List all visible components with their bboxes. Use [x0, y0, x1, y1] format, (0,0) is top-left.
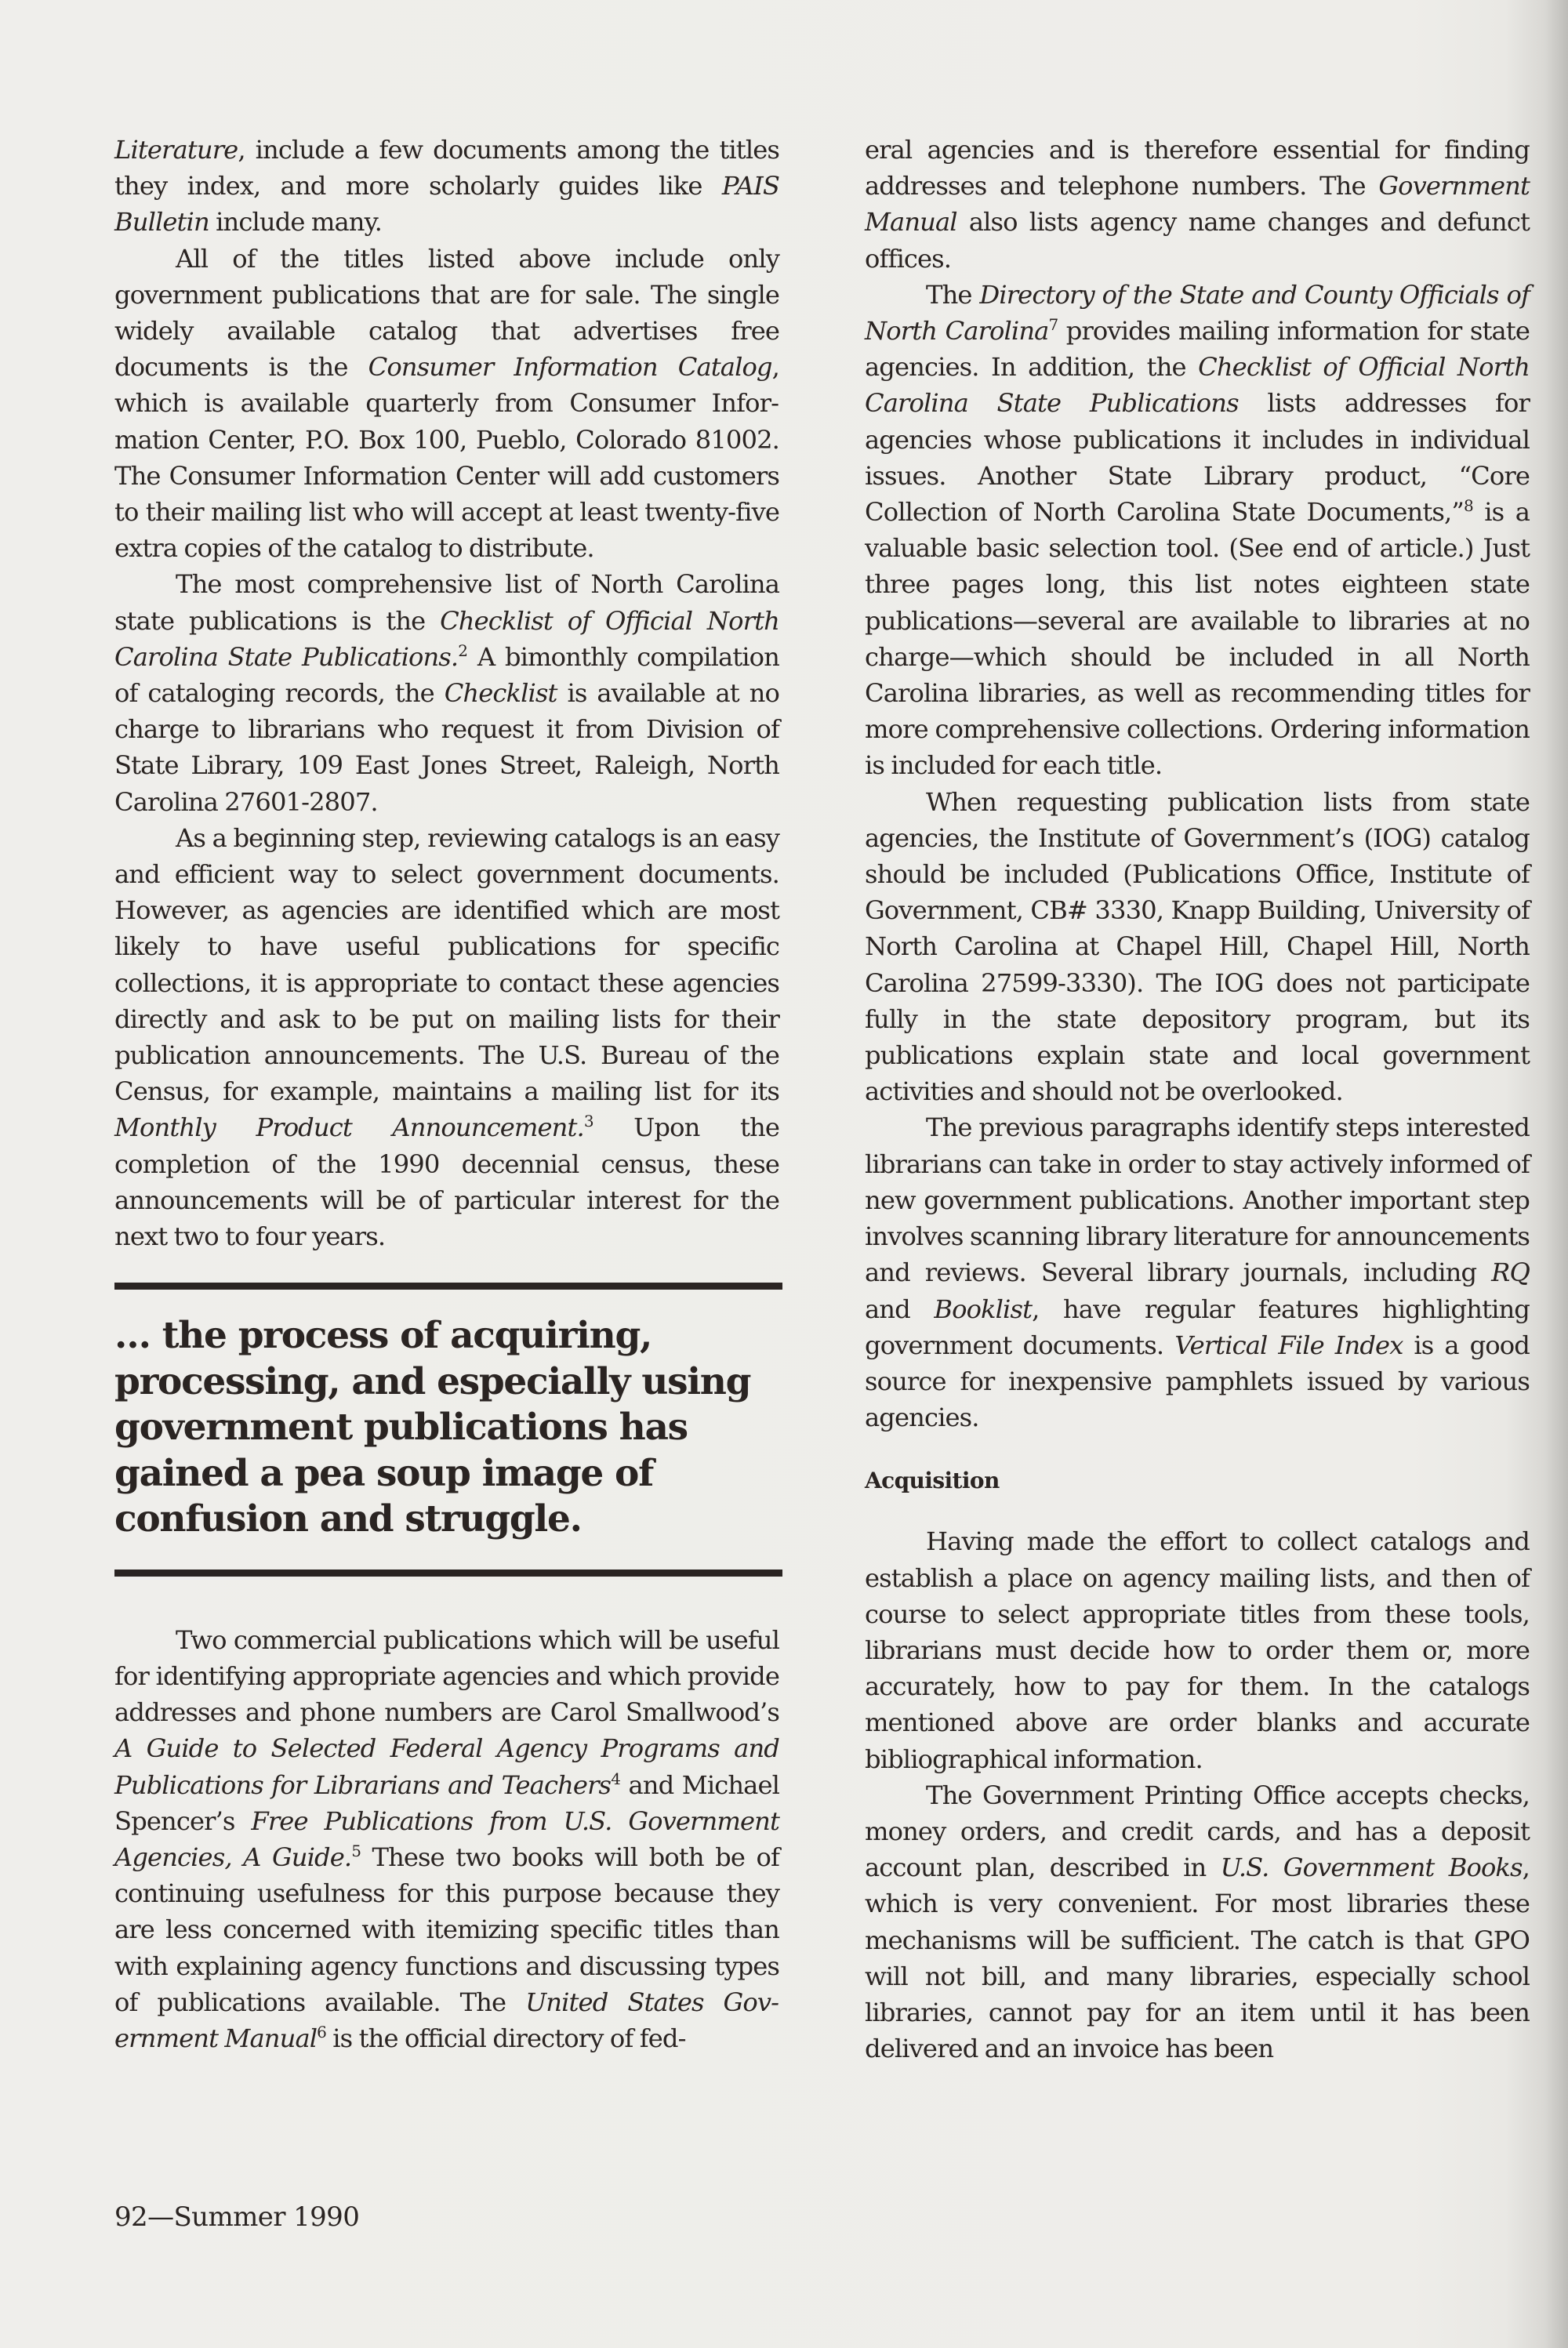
right-paragraphs-before-heading — [865, 132, 1530, 1435]
body-paragraph — [114, 820, 779, 1254]
text-run: The most comprehensive list of North Carolina state publications is the — [114, 569, 779, 636]
italic-title: Vertical File Index — [1174, 1330, 1403, 1360]
footnote-reference: 5 — [351, 1842, 361, 1861]
text-run: lists addresses for agencies whose publications it includes in individual issues. Another State Library product, “Core Collection of North Carolina State Documents,” — [865, 388, 1530, 528]
left-paragraphs-after-quote — [114, 1622, 779, 2056]
text-run: is available at no charge to librarians who request it from Division of State Library, 109 East Jones Street, Raleigh, North Carolina 27601-2807. — [114, 678, 779, 817]
text-run: , include a few documents among the titles they index, and more scholarly guides like — [114, 135, 779, 201]
italic-title: Literature — [114, 135, 238, 165]
italic-title: Checklist of Official North Carolina State Publications. — [114, 605, 779, 672]
body-paragraph — [114, 132, 779, 241]
section-heading-acquisition: Acquisition — [865, 1468, 1000, 1494]
text-run: , have regular features highlighting government documents. — [865, 1294, 1530, 1360]
italic-title: RQ — [1491, 1257, 1530, 1288]
footnote-reference: 3 — [583, 1112, 593, 1131]
italic-title: Directory of the State and County Officials of North Carolina — [865, 279, 1530, 347]
pull-quote-top-rule — [114, 1283, 782, 1290]
body-paragraph — [114, 241, 779, 567]
italic-title: A Guide to Selected Federal Agency Programs and Publications for Librarians and Teachers — [114, 1733, 779, 1800]
italic-title: United States Government Manual — [114, 1987, 779, 2054]
text-run: and — [865, 1294, 935, 1324]
text-run: A bimonthly compilation of cataloging records, the — [114, 641, 779, 709]
body-paragraph — [114, 566, 779, 819]
right-column — [865, 132, 1530, 2067]
body-paragraph — [865, 1523, 1530, 1776]
text-run: is a valuable basic selection tool. (See end of article.) Just three pages long, this list notes eighteen state publications—several are available to libraries at no charge—which should be included in all North Carolina libraries, as well as recommending titles for more comprehensive collections. Ordering information is included for each title. — [865, 497, 1530, 781]
text-run: As a beginning step, reviewing catalogs is an easy and efficient way to select government documents. However, as agencies are identified which are most likely to have useful publications for specific collections, it is appropriate to contact these agencies directly and ask to be put on mailing lists for their publication announcements. The U.S. Bureau of the Census, for example, maintains a mailing list for its — [114, 822, 779, 1107]
text-run: , which is available quarterly from Consumer Information Center, P.O. Box 100, Pueblo, Colorado 81002. The Consumer Information Center will add customers to their mailing list who will accept at least twenty-five extra copies of the catalog to distribute. — [114, 352, 779, 564]
text-run: and Michael Spencer’s — [114, 1769, 780, 1836]
text-run: eral agencies and is therefore essential for finding addresses and telephone numbers. The — [865, 135, 1530, 201]
text-run: Having made the effort to collect catalogs and establish a place on agency mailing lists, and then of course to select appropriate titles from these tools, librarians must decide how to order them or, more accurately, how to pay for them. In the catalogs mentioned above are order blanks and accurate bibliographical information. — [865, 1526, 1530, 1774]
body-paragraph — [114, 1622, 779, 2056]
body-paragraph — [865, 1109, 1530, 1435]
italic-title: U.S. Government Books — [1220, 1853, 1523, 1883]
italic-title: Checklist — [444, 678, 557, 709]
body-paragraph — [865, 784, 1530, 1110]
text-run: When requesting publication lists from state agencies, the Institute of Government’s (IOG) catalog should be included (Publications Office, Institute of Government, CB# 3330, Knapp Building, University of North Carolina at Chapel Hill, Chapel Hill, North Carolina 27599-3330). The IOG does not participate fully in the state depository program, but its publications explain state and local government activities and should not be overlooked. — [865, 786, 1530, 1107]
footnote-reference: 6 — [317, 2023, 326, 2042]
page-footer: 92—Summer 1990 — [114, 2201, 360, 2233]
footnote-reference: 7 — [1048, 315, 1058, 335]
footnote-reference: 8 — [1463, 496, 1473, 516]
body-paragraph — [865, 1777, 1530, 2067]
text-run: provides mailing information for state agencies. In addition, the — [865, 316, 1530, 383]
left-paragraphs-before-quote — [114, 132, 779, 1254]
text-run: Upon the completion of the 1990 decennial census, these announcements will be of particular interest for the next two to four years. — [114, 1112, 779, 1252]
text-run: , which is very convenient. For most libraries these mechanisms will be sufficient. The catch is that GPO will not bill, and many libraries, especially school libraries, cannot pay for an item until it has been delivered and an invoice has been — [865, 1853, 1530, 2064]
italic-title: Government Manual — [865, 171, 1530, 238]
body-paragraph — [865, 132, 1530, 277]
text-run: Two commercial publications which will be useful for identifying appropriate agencies and which provide addresses and phone numbers are Carol Smallwood’s — [114, 1624, 779, 1728]
text-run: also lists agency name changes and defunct offices. — [865, 207, 1530, 274]
text-run: All of the titles listed above include only government publications that are for sale. The single widely available catalog that advertises free documents is the — [114, 243, 779, 383]
text-run: The Government Printing Office accepts checks, money orders, and credit cards, and has a deposit account plan, described in — [865, 1780, 1530, 1883]
text-run: The previous paragraphs identify steps interested librarians can take in order to stay actively informed of new government publications. Another important step involves scanning library literature for announcements and reviews. Several library journals, including — [865, 1112, 1530, 1288]
text-run: The — [926, 279, 980, 310]
text-run: include many. — [209, 207, 382, 238]
italic-title: Free Publications from U.S. Government Agencies, A Guide. — [114, 1805, 779, 1873]
italic-title: PAIS Bulletin — [114, 171, 779, 238]
pull-quote: … the process of acquiring, processing, and especially using government publications has gained a pea soup image of confusion and struggle. — [114, 1314, 751, 1541]
italic-title: Booklist — [934, 1294, 1033, 1324]
footnote-reference: 4 — [611, 1769, 621, 1788]
italic-title: Checklist of Official North Carolina State Publications — [865, 352, 1530, 419]
left-column — [114, 132, 779, 2056]
footnote-reference: 2 — [458, 641, 468, 660]
pull-quote-bottom-rule — [114, 1570, 782, 1577]
text-run: is the official directory of fed- — [325, 2023, 686, 2054]
italic-title: Consumer Information Catalog — [368, 352, 772, 383]
text-run: is a good source for inexpensive pamphlets issued by various agencies. — [865, 1330, 1530, 1433]
italic-title: Monthly Product Announcement. — [114, 1112, 584, 1143]
text-run: These two books will both be of continuing usefulness for this purpose because they are less concerned with itemizing specific titles than with explaining agency functions and discussing types of publications available. The — [114, 1842, 779, 2017]
right-paragraphs-after-heading — [865, 1523, 1530, 2067]
body-paragraph — [865, 277, 1530, 784]
